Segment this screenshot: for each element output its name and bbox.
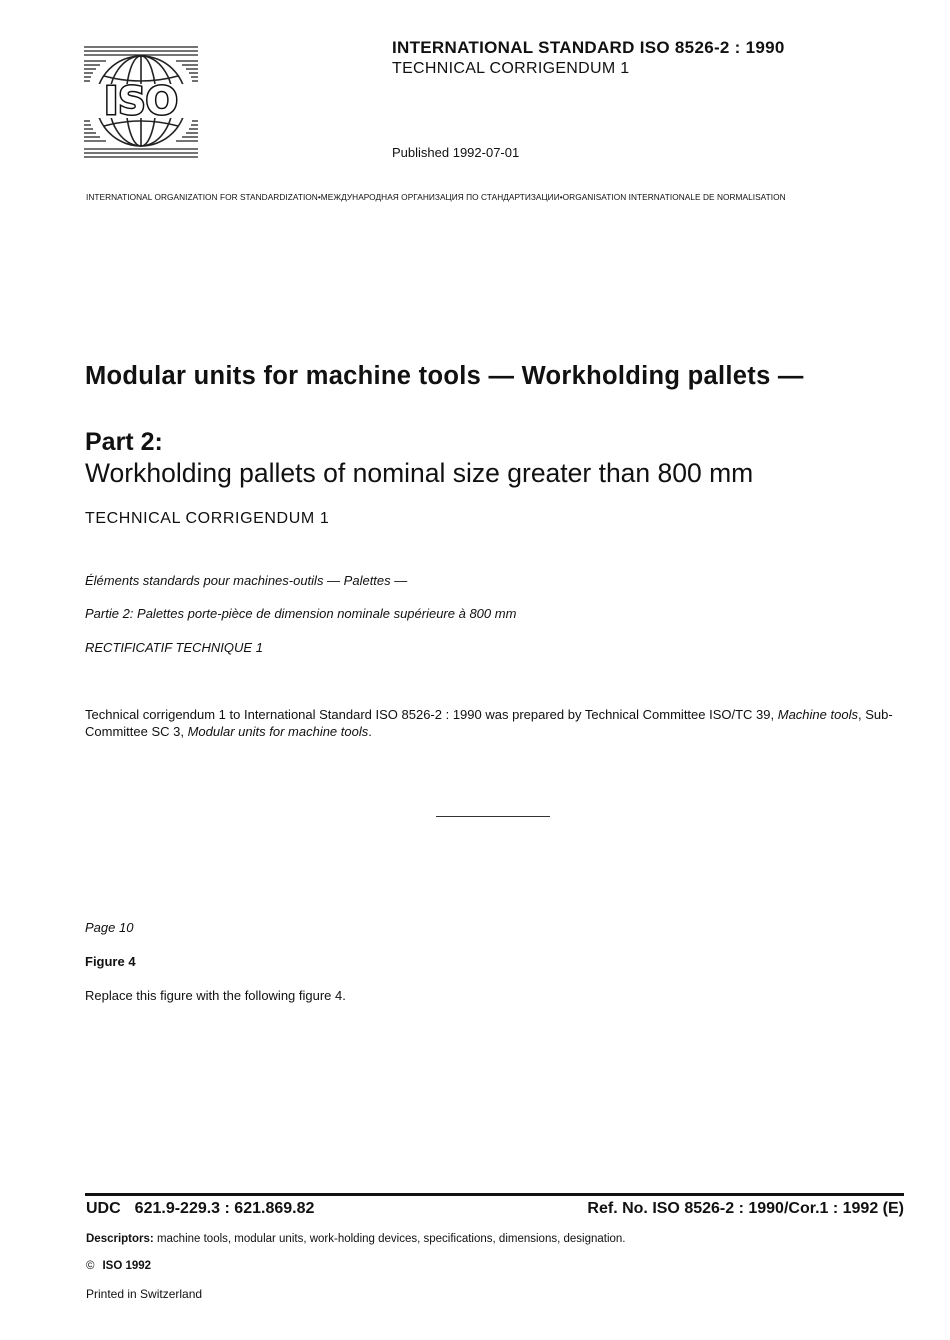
descriptors-line [86, 1233, 626, 1245]
copyright-icon: © [86, 1260, 95, 1272]
printed-in: Printed in Switzerland [86, 1287, 203, 1301]
copyright-text: ISO 1992 [102, 1260, 152, 1272]
standard-title: INTERNATIONAL STANDARD ISO 8526-2 : 1990 [392, 38, 785, 57]
intro-italic-1: Machine tools [777, 707, 858, 722]
organization-line: INTERNATIONAL ORGANIZATION FOR STANDARDIZATION•МЕЖДУНАРОДНАЯ ОРГАНИЗАЦИЯ ПО СТАНДАРТИЗАЦИИ•ORGANISATION INTERNATIONALE DE NORMALISATION [86, 192, 786, 202]
standard-subtitle: TECHNICAL CORRIGENDUM 1 [392, 60, 630, 77]
descriptors-list: machine tools, modular units, work-holding devices, specifications, dimensions, designation. [156, 1233, 626, 1245]
footer-rule [85, 1193, 904, 1196]
separator-line [436, 816, 550, 817]
udc-line [86, 1200, 314, 1218]
french-title-line-3: RECTIFICATIF TECHNIQUE 1 [85, 640, 263, 655]
figure-reference: Figure 4 [85, 954, 136, 969]
part-title: Workholding pallets of nominal size greater than 800 mm [85, 458, 754, 488]
published-date: Published 1992-07-01 [392, 145, 520, 160]
descriptors-label: Descriptors: [86, 1233, 154, 1245]
intro-text-3: . [368, 724, 372, 739]
svg-text:ISO: ISO [104, 79, 178, 123]
intro-paragraph [85, 706, 905, 740]
udc-value: 621.9-229.3 : 621.869.82 [134, 1200, 315, 1217]
part-label: Part 2: [85, 428, 163, 456]
french-title-line-2: Partie 2: Palettes porte-pièce de dimension nominale supérieure à 800 mm [85, 606, 517, 621]
replace-instruction: Replace this figure with the following figure 4. [85, 988, 346, 1003]
document-main-title: Modular units for machine tools — Workholding pallets — [85, 362, 804, 390]
page-reference: Page 10 [85, 920, 134, 935]
corrigendum-label: TECHNICAL CORRIGENDUM 1 [85, 510, 330, 527]
udc-label: UDC [86, 1200, 121, 1217]
reference-number: Ref. No. ISO 8526-2 : 1990/Cor.1 : 1992 (E) [587, 1200, 904, 1217]
intro-text-2: , Sub-Committee SC 3, [85, 707, 893, 739]
copyright-line [86, 1260, 151, 1272]
intro-text-1: Technical corrigendum 1 to International Standard ISO 8526-2 : 1990 was prepared by Technical Committee ISO/TC 39, [85, 707, 778, 722]
intro-italic-2: Modular units for machine tools [187, 724, 369, 739]
french-title-line-1: Éléments standards pour machines-outils — Palettes — [85, 573, 408, 588]
iso-logo [84, 44, 198, 160]
